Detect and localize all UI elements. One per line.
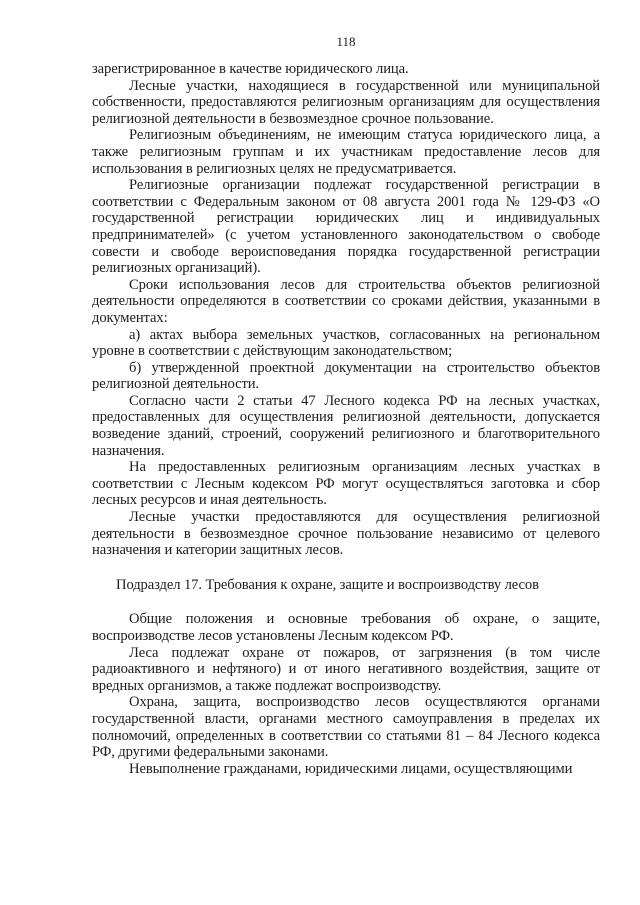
paragraph-continuation: зарегистрированное в качестве юридического лица. [92,61,409,77]
paragraph: Религиозные организации подлежат государственной регистрации в соответствии с Федеральным законом от 08 августа 2001 года № 129-ФЗ «О государственной регистрации юридических лиц и индивидуальных предпринимателей» (с учетом установленного законодательством о свободе совести и свободе вероисповедания порядка государственной регистрации религиозных организаций). [92,177,600,277]
list-item-b: б) утвержденной проектной документации на строительство объектов религиозной деятельности. [92,359,600,393]
list-item-a: а) актах выбора земельных участков, согласованных на региональном уровне в соответствии с действующим законодательством; [92,326,600,360]
paragraph: Сроки использования лесов для строительства объектов религиозной деятельности определяются в соответствии со сроками действия, указанными в документах: [92,276,600,326]
document-body [92,61,600,777]
paragraph: Лесные участки предоставляются для осуществления религиозной деятельности в безвозмездное срочное пользование независимо от целевого назначения и категории защитных лесов. [92,509,600,559]
paragraph: Общие положения и основные требования об охране, о защите, воспроизводстве лесов установлены Лесным кодексом РФ. [92,611,600,644]
paragraph: Лесные участки, находящиеся в государственной или муниципальной собственности, предоставляются религиозным организациям для осуществления религиозной деятельности в безвозмездное срочное пользование. [92,77,600,127]
section-heading: Подраздел 17. Требования к охране, защите и воспроизводству лесов [116,576,539,593]
paragraph: Согласно части 2 статьи 47 Лесного кодекса РФ на лесных участках, предоставленных для осуществления религиозной деятельности, допускается возведение зданий, строений, сооружений религиозного и благотворительного назначения. [92,392,600,459]
page-number: 118 [336,34,356,49]
paragraph: Невыполнение гражданами, юридическими лицами, осуществляющими [129,760,573,777]
paragraph: Религиозным объединениям, не имеющим статуса юридического лица, а также религиозным группам и их участникам предоставление лесов для использования в религиозных целях не предусматривается. [92,127,600,177]
paragraph: На предоставленных религиозным организациям лесных участках в соответствии с Лесным кодексом РФ могут осуществляться заготовка и сбор лесных ресурсов и иная деятельность. [92,459,600,509]
paragraph: Леса подлежат охране от пожаров, от загрязнения (в том числе радиоактивного и нефтяного) и от иного негативного воздействия, защите от вредных организмов, а также подлежат воспроизводству. [92,644,600,694]
paragraph: Охрана, защита, воспроизводство лесов осуществляются органами государственной власти, органами местного самоуправления в пределах их полномочий, определенных в соответствии со статьями 81 – 84 Лесного кодекса РФ, другими федеральными законами. [92,694,600,761]
